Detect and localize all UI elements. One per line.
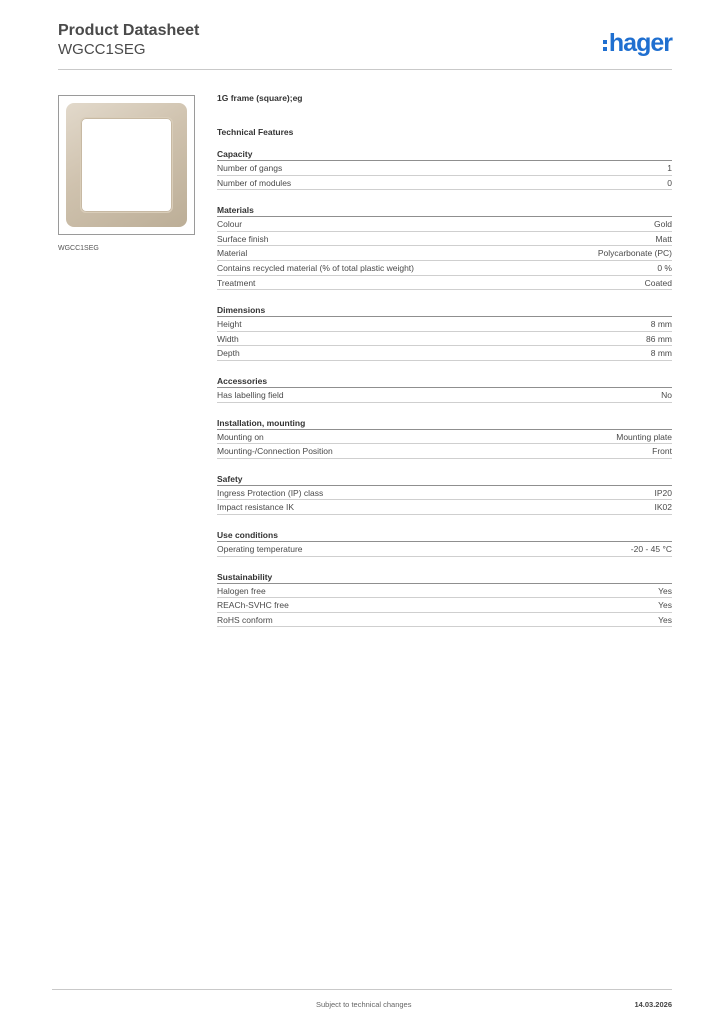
spec-value: Matt [655,233,672,244]
spec-section [217,474,672,515]
spec-value: 8 mm [650,319,672,330]
spec-value: Polycarbonate (PC) [597,248,672,259]
section-title: Safety [217,474,672,486]
spec-row [217,217,672,232]
spec-row [217,317,672,332]
spec-value: 8 mm [650,348,672,359]
spec-section [217,418,672,459]
spec-value: IP20 [654,487,672,498]
spec-value: Gold [654,219,672,230]
spec-section [217,149,672,190]
section-title: Capacity [217,149,672,161]
section-title: Sustainability [217,572,672,584]
spec-value: IK02 [654,502,672,513]
spec-value: -20 - 45 °C [630,543,672,554]
spec-value: 1 [667,163,672,173]
spec-row [217,613,672,628]
spec-row [217,444,672,459]
spec-row [217,161,672,176]
spec-value: Yes [658,614,672,625]
spec-label: Colour [217,219,243,230]
spec-label: Contains recycled material (% of total plastic weight) [217,262,414,273]
spec-label: Halogen free [217,585,266,596]
spec-value: Front [652,446,672,457]
logo-text: hager [608,29,672,57]
spec-label: Has labelling field [217,389,284,400]
spec-row [217,232,672,247]
spec-row [217,542,672,557]
spec-row [217,346,672,361]
page-title: Product Datasheet [58,22,200,39]
spec-row [217,584,672,599]
spec-sections [217,149,672,627]
spec-value: 0 % [657,262,672,273]
spec-row [217,486,672,501]
frame-picture [66,103,187,227]
spec-value: 0 [667,177,672,188]
spec-row [217,246,672,261]
spec-label: Mounting-/Connection Position [217,446,333,457]
spec-row [217,430,672,445]
spec-label: Operating temperature [217,543,303,554]
spec-label: Width [217,333,239,344]
spec-value: Coated [644,277,672,288]
page-header [58,22,672,70]
spec-row [217,261,672,276]
spec-label: Height [217,319,242,330]
spec-label: Number of gangs [217,163,283,173]
footer-date: 14.03.2026 [634,1000,672,1009]
logo-dots-icon [603,40,607,51]
hager-logo [603,28,672,56]
spec-value: No [661,389,672,400]
spec-label: Treatment [217,277,256,288]
spec-section [217,305,672,361]
section-title: Installation, mounting [217,418,672,430]
section-title: Use conditions [217,530,672,542]
spec-row [217,500,672,515]
page-footer [52,989,672,1013]
spec-label: Ingress Protection (IP) class [217,487,324,498]
specifications [217,93,672,627]
technical-features-heading: Technical Features [217,127,294,137]
spec-label: Impact resistance IK [217,502,295,513]
spec-label: REACh-SVHC free [217,600,289,611]
page-subtitle: WGCC1SEG [58,41,146,58]
spec-label: RoHS conform [217,614,273,625]
footer-note: Subject to technical changes [316,1000,412,1009]
spec-section [217,572,672,628]
spec-label: Material [217,248,248,259]
spec-row [217,176,672,191]
spec-section [217,205,672,290]
spec-label: Mounting on [217,431,264,442]
spec-value: Mounting plate [616,431,672,442]
product-image [58,95,195,235]
spec-section [217,530,672,557]
section-title: Accessories [217,376,672,388]
spec-label: Depth [217,348,240,359]
spec-value: 86 mm [646,333,672,344]
spec-row [217,598,672,613]
product-image-caption: WGCC1SEG [58,245,99,252]
spec-row [217,276,672,291]
spec-section [217,376,672,403]
section-title: Dimensions [217,305,672,317]
spec-label: Surface finish [217,233,269,244]
product-name: 1G frame (square);eg [217,93,303,103]
spec-label: Number of modules [217,177,292,188]
section-title: Materials [217,205,672,217]
spec-row [217,332,672,347]
spec-row [217,388,672,403]
spec-value: Yes [658,600,672,611]
spec-value: Yes [658,585,672,596]
